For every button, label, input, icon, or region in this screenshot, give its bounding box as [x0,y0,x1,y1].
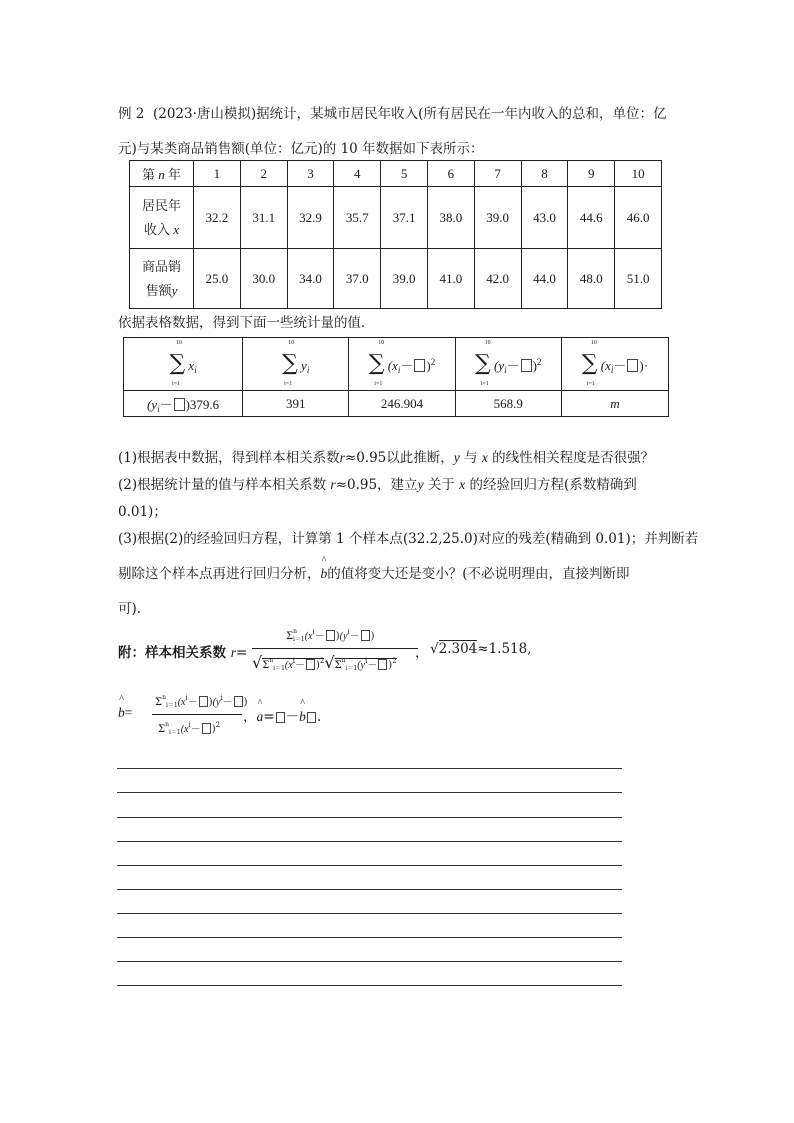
intro-statistics: 依据表格数据，得到下面一些统计量的值． [118,315,375,331]
sum-xy-cell: 10 ∑ ($x_i-$ )· i=1 [561,338,668,391]
a-hat-formula: ， ^ a= － ^ b . [243,698,322,725]
xbar-placeholder-icon [199,696,208,707]
xbar-placeholder-icon [414,359,425,372]
answer-line [117,937,622,938]
year-cell: 10 [615,161,662,187]
sales-cell: 34.0 [287,249,334,309]
table-row-income [130,187,662,249]
sales-cell: 39.0 [381,249,428,309]
b-fraction-bar [152,714,242,715]
answer-line [117,817,622,818]
income-cell: 31.1 [240,187,287,249]
year-cell: 4 [334,161,381,187]
sum-yy-squared-cell: 10 ∑ $(y_i- )^2$ i=1 [455,338,561,391]
answer-line [117,792,622,793]
sales-cell: 44.0 [521,249,568,309]
answer-line [117,768,622,769]
sales-cell: 41.0 [427,249,474,309]
problem-source: (2023·唐山模拟) [152,106,257,122]
b-hat-symbol: ^ b= [118,694,133,720]
stats-value-row [124,391,669,417]
answer-line [117,961,622,962]
income-cell: 44.6 [568,187,615,249]
sum-xx-squared-cell: 10 ∑ $(x_i- )^2$ i=1 [349,338,455,391]
income-cell: 35.7 [334,187,381,249]
question-3: (3)根据(2)的经验回归方程，计算第 1 个样本点(32.2,25.0)对应的残差(精确到 0.01)；并判断若 [118,531,699,547]
answer-line [117,889,622,890]
r-denominator: $√\Sigma^n_{i=1}(x^i- )^2√\Sigma^n_{i=1}(y^i- )^2$ [252,653,397,672]
hat-icon: ^ [257,698,262,709]
question-3-end: 可)． [118,601,151,617]
problem-text-1: 据统计，某城市居民年收入(所有居民在一年内收入的总和，单位：亿 [256,106,667,122]
stat-value-cell: m [561,391,668,417]
sales-cell: 42.0 [474,249,521,309]
year-cell: 6 [427,161,474,187]
header-cell-year: 第 n 年 [130,161,194,187]
income-cell: 38.0 [427,187,474,249]
sqrt-icon: √ [430,641,439,657]
stat-value-cell: $(y_i- )379.6$ [124,391,243,417]
b-hat: ^ b [320,555,328,581]
answer-line [117,913,622,914]
xbar-placeholder-icon [306,659,315,670]
sqrt-icon: √ [324,653,335,672]
ybar-placeholder-icon [234,696,243,707]
year-cell: 9 [568,161,615,187]
year-cell: 5 [381,161,428,187]
stat-value-cell: 391 [243,391,349,417]
sales-cell: 48.0 [568,249,615,309]
sales-cell: 25.0 [194,249,241,309]
sales-cell: 30.0 [240,249,287,309]
income-cell: 46.0 [615,187,662,249]
year-cell: 8 [521,161,568,187]
question-2: (2)根据统计量的值与样本相关系数 r≈0.95，建立y 关于 x 的经验回归方程(系数精确到 [118,477,637,493]
sqrt-approximation: √2.304≈1.518, [430,641,532,657]
answer-line [117,985,622,986]
table-row-years [130,161,662,187]
stat-value-cell: 246.904 [349,391,455,417]
income-cell: 43.0 [521,187,568,249]
sales-cell: 37.0 [334,249,381,309]
sqrt-icon: √ [252,653,263,672]
problem-line-1 [118,102,666,122]
data-table [129,160,662,309]
stat-value-cell: 568.9 [455,391,561,417]
problem-line-2: 元)与某类商品销售额(单位：亿元)的 10 年数据如下表所示： [118,141,484,157]
ybar-placeholder-icon [521,359,532,372]
sum-y-cell: 10 ∑ $y_i$ i=1 [243,338,349,391]
hat-icon: ^ [300,698,305,709]
hat-icon: ^ [321,555,326,566]
ybar-placeholder-icon [174,398,185,411]
ybar-placeholder-icon [378,659,387,670]
income-cell: 32.9 [287,187,334,249]
xbar-placeholder-icon [307,712,316,723]
row-label-income: 居民年 收入 x [130,187,194,249]
year-cell: 1 [194,161,241,187]
b-numerator: $\Sigma^n_{i=1}(x^i- )(y^i-$ ) [155,694,248,709]
b-denominator: $\Sigma^n_{i=1}(x^i- )^2$ [158,721,221,736]
xbar-placeholder-icon [202,723,211,734]
row-label-sales: 商品销 售额y [130,249,194,309]
r-fraction-bar [252,648,418,649]
table-row-sales [130,249,662,309]
sum-x-cell: 10 ∑ $x_i$ i=1 [124,338,243,391]
sales-cell: 51.0 [615,249,662,309]
income-cell: 32.2 [194,187,241,249]
income-cell: 39.0 [474,187,521,249]
appendix-label: 附：样本相关系数 r= [118,645,248,661]
problem-label: 例 2 [118,106,145,122]
statistics-table [123,337,669,417]
answer-line [117,865,622,866]
answer-line [117,841,622,842]
stats-header-row [124,338,669,391]
income-cell: 37.1 [381,187,428,249]
question-1: (1)根据表中数据，得到样本相关系数r≈0.95以此推断，y 与 x 的线性相关程度是否很强？ [118,450,655,466]
ybar-placeholder-icon [276,712,285,723]
question-2-cont: 0.01)； [118,504,167,520]
appendix-comma: ， [415,645,429,661]
r-numerator: $\Sigma^n_{i=1}(x^i- )(y^i-$ ) [286,628,375,643]
xbar-placeholder-icon [627,359,638,372]
xbar-placeholder-icon [326,630,335,641]
hat-icon: ^ [119,694,124,705]
year-cell: 7 [474,161,521,187]
ybar-placeholder-icon [361,630,370,641]
question-3-cont: 剔除这个样本点再进行回归分析， ^ b的值将变大还是变小？(不必说明理由，直接判断即 [118,555,630,582]
year-cell: 2 [240,161,287,187]
year-cell: 3 [287,161,334,187]
